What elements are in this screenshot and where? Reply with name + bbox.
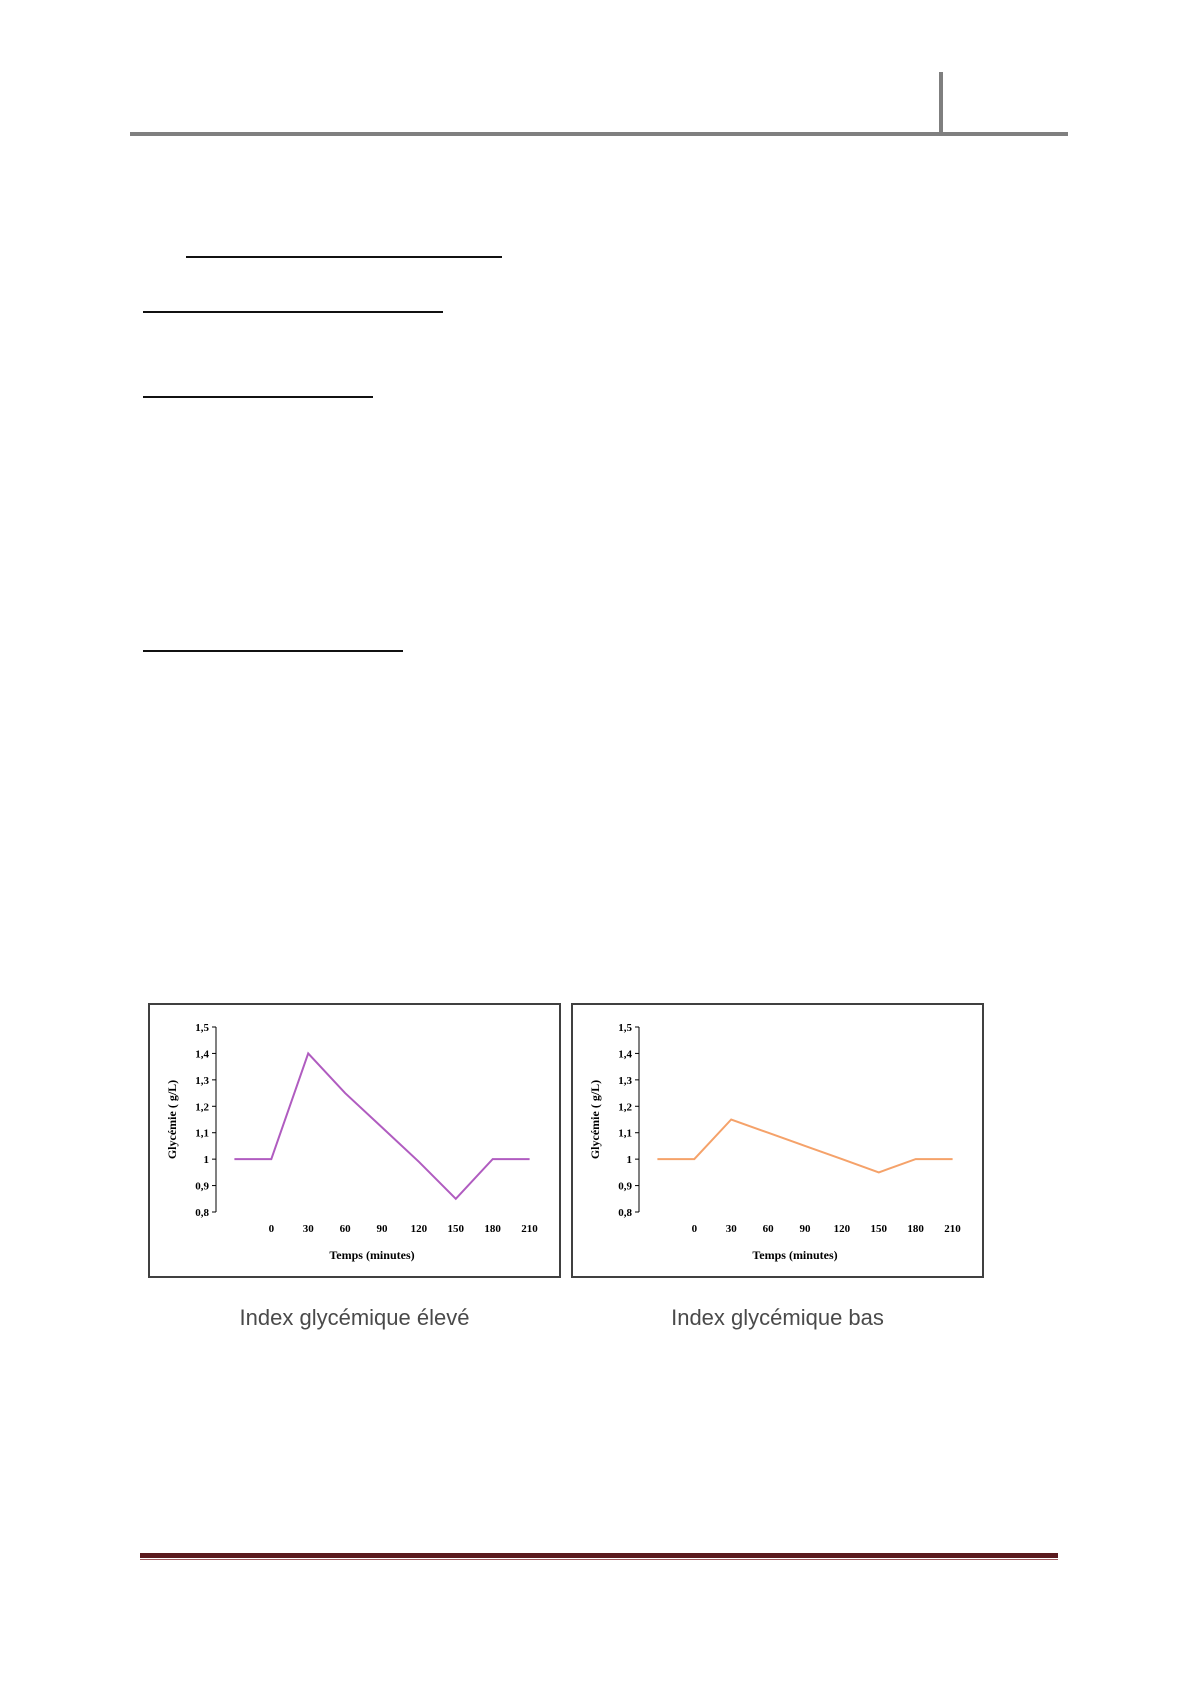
x-tick-label: 180 xyxy=(484,1223,501,1235)
x-tick-label: 30 xyxy=(302,1223,314,1235)
chart-panel-low-gi xyxy=(571,1003,984,1278)
y-tick-label: 0,9 xyxy=(195,1180,209,1193)
x-tick-label: 210 xyxy=(521,1223,538,1235)
x-tick-label: 30 xyxy=(725,1223,737,1235)
x-tick-label: 60 xyxy=(339,1223,351,1235)
y-tick-label: 1,3 xyxy=(618,1074,632,1087)
x-tick-label: 0 xyxy=(691,1223,698,1235)
subheading-underline-1 xyxy=(143,311,443,313)
header-rule xyxy=(130,132,1068,136)
x-axis-title: Temps (minutes) xyxy=(752,1248,838,1262)
x-tick-label: 0 xyxy=(268,1223,275,1235)
y-tick-label: 1,2 xyxy=(195,1101,209,1114)
x-tick-label: 150 xyxy=(447,1223,465,1235)
x-axis-title: Temps (minutes) xyxy=(329,1248,415,1262)
x-tick-label: 150 xyxy=(870,1223,888,1235)
y-tick-label: 1,4 xyxy=(195,1048,209,1061)
y-tick-label: 1,5 xyxy=(618,1022,632,1034)
header-page-tick xyxy=(939,72,943,134)
footer-rule xyxy=(140,1553,1058,1558)
x-tick-label: 180 xyxy=(907,1223,924,1235)
y-tick-label: 1,1 xyxy=(195,1127,209,1140)
series-line xyxy=(234,1053,529,1198)
chart-caption-low-gi: Index glycémique bas xyxy=(671,1305,884,1330)
subheading-underline-3 xyxy=(143,650,403,652)
y-tick-label: 0,8 xyxy=(195,1207,209,1219)
y-tick-label: 1,5 xyxy=(195,1022,209,1034)
section-heading-underline xyxy=(186,256,502,258)
x-tick-label: 90 xyxy=(799,1223,811,1235)
x-tick-label: 90 xyxy=(376,1223,388,1235)
series-line xyxy=(657,1120,952,1173)
y-tick-label: 1,2 xyxy=(618,1101,632,1114)
x-tick-label: 210 xyxy=(944,1223,961,1235)
x-tick-label: 120 xyxy=(833,1223,851,1235)
subheading-underline-2 xyxy=(143,396,373,398)
x-tick-label: 120 xyxy=(410,1223,428,1235)
y-tick-label: 1 xyxy=(203,1154,209,1167)
y-axis-title: Glycémie ( g/L) xyxy=(165,1079,179,1160)
y-tick-label: 1,1 xyxy=(618,1127,632,1140)
x-tick-label: 60 xyxy=(762,1223,774,1235)
footer-rule-thin xyxy=(140,1559,1058,1560)
y-tick-label: 1,4 xyxy=(618,1048,632,1061)
y-tick-label: 1,3 xyxy=(195,1074,209,1087)
chart-low-gi xyxy=(573,1005,982,1276)
y-axis-title: Glycémie ( g/L) xyxy=(588,1079,602,1160)
chart-caption-high-gi: Index glycémique élevé xyxy=(239,1305,470,1330)
y-tick-label: 0,9 xyxy=(618,1180,632,1193)
y-tick-label: 0,8 xyxy=(618,1207,632,1219)
chart-high-gi xyxy=(150,1005,559,1276)
y-tick-label: 1 xyxy=(626,1154,632,1167)
chart-panel-high-gi xyxy=(148,1003,561,1278)
